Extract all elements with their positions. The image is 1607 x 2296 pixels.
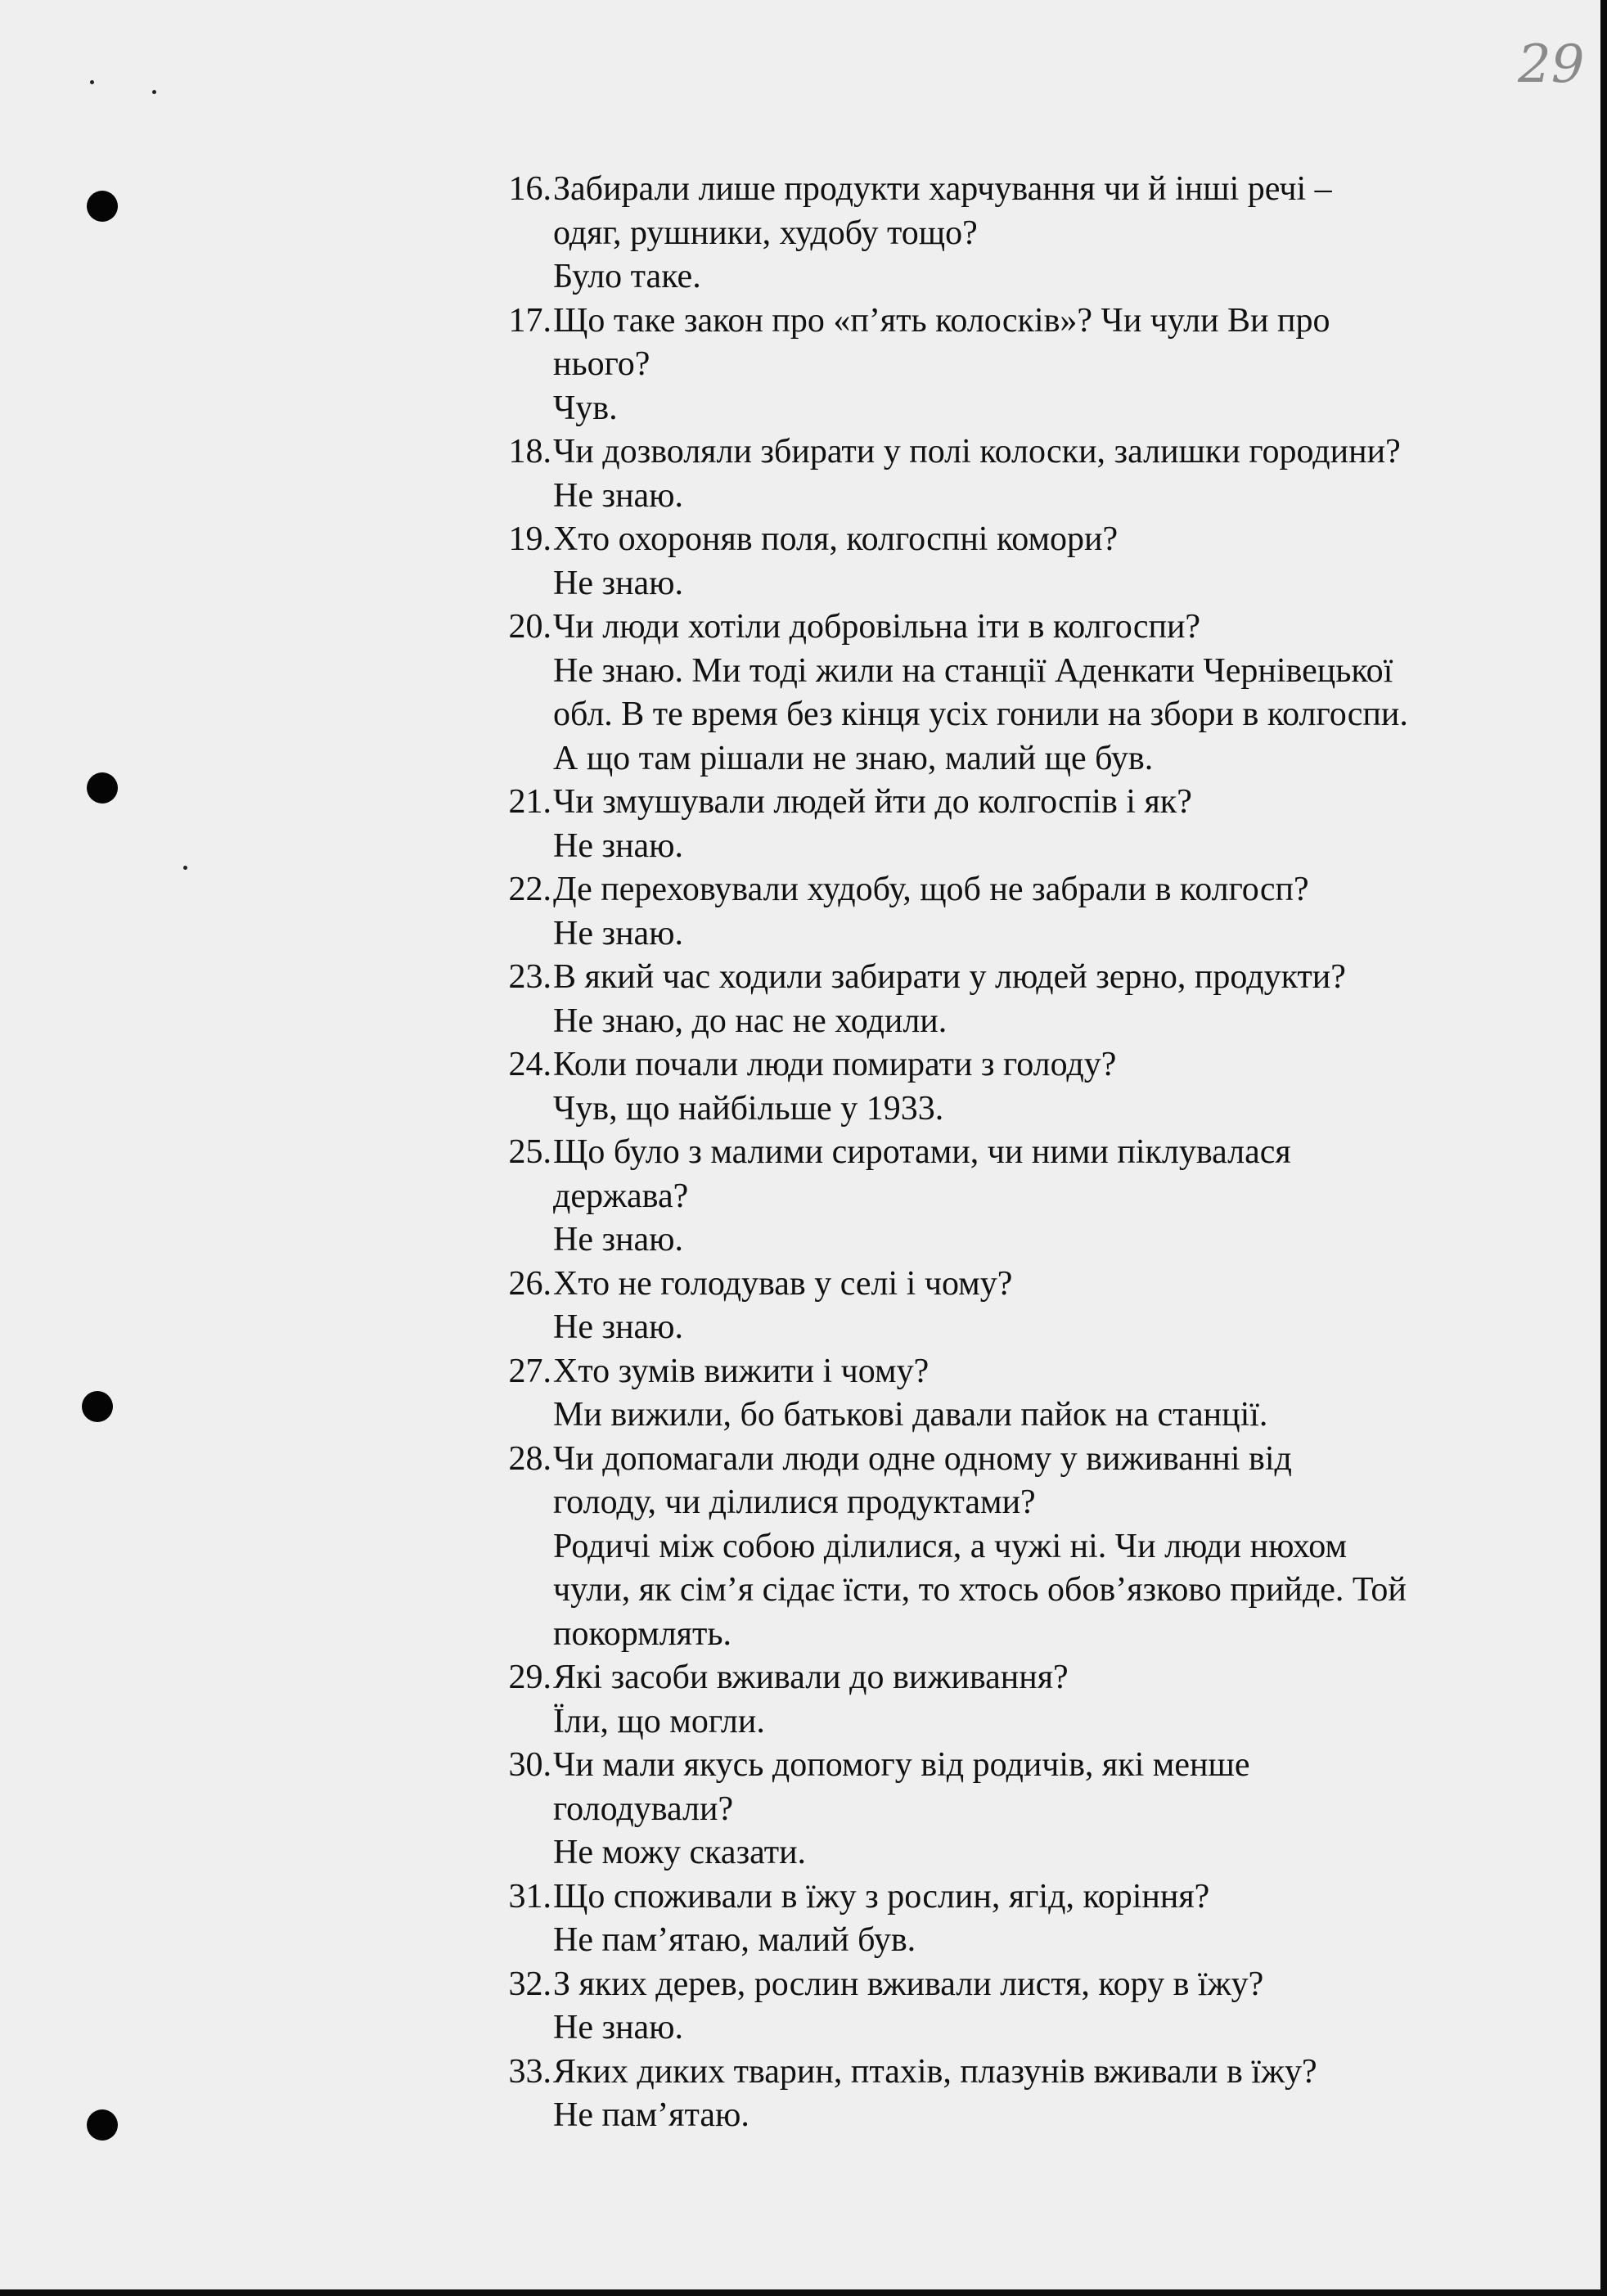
question-number: 20.: [508, 608, 551, 646]
answer-line: Було таке.: [553, 258, 701, 295]
answer-line: Не знаю.: [553, 2009, 684, 2046]
question-number: 33.: [508, 2052, 551, 2091]
answer-line: обл. В те время без кінця усіх гонили на збори в колгоспи.: [553, 696, 1408, 733]
answer-line: покормлять.: [553, 1614, 731, 1653]
answer-line: Чув, що найбільше у 1933.: [553, 1089, 944, 1128]
question-number: 24.: [508, 1046, 551, 1083]
question-number: 17.: [508, 301, 551, 340]
question-text: Хто не голодував у селі і чому?: [553, 1264, 1013, 1303]
speck-mark: [90, 80, 94, 84]
answer-line: Не знаю.: [553, 1221, 684, 1258]
question-number: 31.: [508, 1877, 551, 1916]
question-text: В який час ходили забирати у людей зерно, продукти?: [553, 958, 1346, 996]
answer-line: Їли, що могли.: [553, 1702, 765, 1740]
speck-mark: [152, 90, 156, 94]
question-number: 23.: [508, 958, 551, 996]
punch-hole-icon: [82, 1391, 113, 1422]
answer-line: Не знаю.: [553, 914, 684, 952]
question-text: Хто охороняв поля, колгоспні комори?: [553, 520, 1119, 558]
question-number: 30.: [508, 1746, 551, 1784]
question-text: Де переховували худобу, щоб не забрали в колгосп?: [553, 871, 1309, 908]
question-number: 21.: [508, 783, 551, 821]
question-number: 22.: [508, 871, 551, 908]
answer-line: чули, як сім’я сідає їсти, то хтось обов’язково прийде. Той: [553, 1571, 1407, 1609]
question-number: 28.: [508, 1439, 551, 1478]
answer-line: Не знаю, до нас не ходили.: [553, 1002, 948, 1040]
question-text: Яких диких тварин, птахів, плазунів вживали в їжу?: [553, 2052, 1317, 2091]
question-text: голодували?: [553, 1790, 734, 1828]
punch-hole-icon: [87, 191, 118, 222]
answer-line: Ми вижили, бо батькові давали пайок на станції.: [553, 1396, 1268, 1434]
question-number: 25.: [508, 1133, 551, 1171]
question-text: Чи мали якусь допомогу від родичів, які менше: [553, 1746, 1250, 1784]
punch-hole-icon: [87, 772, 118, 804]
answer-line: Не пам’ятаю.: [553, 2096, 749, 2134]
answer-line: Не можу сказати.: [553, 1834, 807, 1871]
question-text: нього?: [553, 345, 650, 383]
question-number: 16.: [508, 170, 551, 208]
question-text: Що споживали в їжу з рослин, ягід, коріння?: [553, 1877, 1210, 1916]
question-text: Що було з малими сиротами, чи ними піклувалася: [553, 1133, 1291, 1171]
question-text: З яких дерев, рослин вживали листя, кору в їжу?: [553, 1965, 1264, 2003]
question-text: Забирали лише продукти харчування чи й інші речі –: [553, 170, 1332, 208]
question-text: Чи змушували людей йти до колгоспів і як?: [553, 783, 1192, 821]
question-number: 26.: [508, 1264, 551, 1303]
question-text: голоду, чи ділилися продуктами?: [553, 1483, 1036, 1521]
question-text: Чи люди хотіли добровільна іти в колгоспи?: [553, 608, 1201, 646]
question-number: 29.: [508, 1659, 551, 1696]
answer-line: Не пам’ятаю, малий був.: [553, 1921, 916, 1959]
question-text: держава?: [553, 1177, 689, 1215]
speck-mark: [183, 866, 187, 870]
question-text: Чи допомагали люди одне одному у виживанні від: [553, 1439, 1292, 1478]
question-text: Що таке закон про «п’ять колосків»? Чи чули Ви про: [553, 301, 1330, 340]
answer-line: Не знаю.: [553, 1308, 684, 1346]
question-text: Чи дозволяли збирати у полі колоски, залишки городини?: [553, 433, 1401, 470]
question-text: Які засоби вживали до виживання?: [553, 1659, 1069, 1696]
question-text: Коли почали люди помирати з голоду?: [553, 1046, 1117, 1083]
answer-line: Не знаю.: [553, 476, 684, 515]
question-text: Хто зумів вижити і чому?: [553, 1352, 930, 1390]
answer-line: Не знаю.: [553, 564, 684, 602]
answer-line: А що там рішали не знаю, малий ще був.: [553, 739, 1154, 777]
answer-line: Не знаю. Ми тоді жили на станції Аденкати Чернівецької: [553, 651, 1393, 690]
answer-line: Чув.: [553, 389, 618, 427]
punch-hole-icon: [87, 2109, 118, 2141]
question-number: 27.: [508, 1352, 551, 1390]
question-number: 18.: [508, 433, 551, 470]
answer-line: Не знаю.: [553, 826, 684, 865]
question-number: 32.: [508, 1965, 551, 2003]
question-text: одяг, рушники, худобу тощо?: [553, 214, 978, 252]
answer-line: Родичі між собою ділилися, а чужі ні. Чи люди нюхом: [553, 1527, 1348, 1565]
handwritten-page-number: 29: [1518, 34, 1585, 95]
question-number: 19.: [508, 520, 551, 558]
